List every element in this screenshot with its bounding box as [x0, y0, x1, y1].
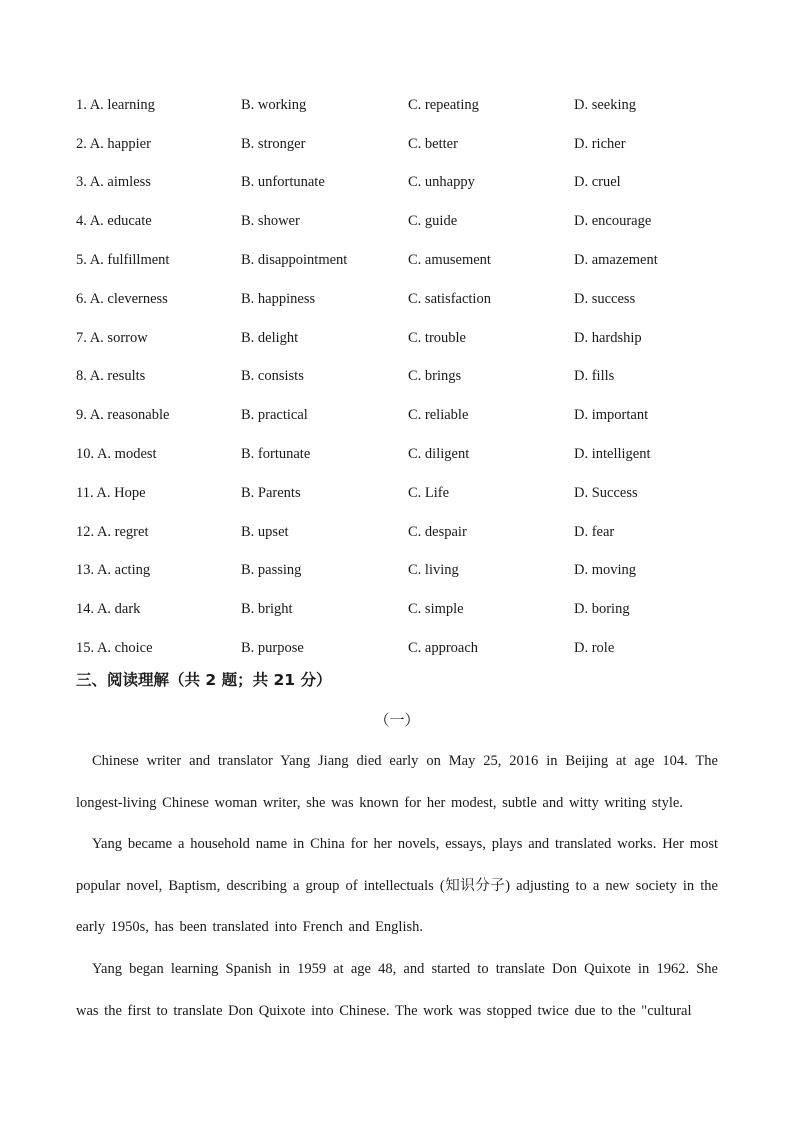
option-d: D. hardship: [574, 329, 642, 346]
option-a: 12. A. regret: [76, 523, 149, 540]
option-row: [76, 241, 736, 280]
option-row: [76, 629, 736, 668]
option-a: 6. A. cleverness: [76, 290, 168, 307]
option-d: D. seeking: [574, 96, 637, 113]
option-c: C. guide: [408, 213, 458, 230]
option-b: B. bright: [241, 601, 293, 618]
option-c: C. brings: [408, 368, 462, 385]
option-d: D. amazement: [574, 252, 658, 269]
passage-paragraph: Yang began learning Spanish in 1959 at age 48, and started to translate Don Quixote in 1962. She was the first to translate Don Quixote into Chinese. The work was stopped twice due to the "cultural: [76, 960, 718, 1019]
option-c: C. simple: [408, 601, 464, 618]
option-row: [76, 86, 736, 125]
option-b: B. disappointment: [241, 252, 348, 269]
option-row: [76, 435, 736, 474]
option-row: [76, 590, 736, 629]
option-row: [76, 552, 736, 591]
passage-paragraph: Yang became a household name in China for her novels, essays, plays and translated works. Her most popular novel, Baptism, describing a group of intellectuals (知识分子) adjusting to a new society in the early 1950s, has been translated into French and English.: [76, 836, 718, 936]
option-d: D. intelligent: [574, 446, 651, 463]
option-c: C. living: [408, 562, 459, 579]
option-a: 7. A. sorrow: [76, 329, 148, 346]
option-b: B. working: [241, 96, 307, 113]
passage-number: （一）: [374, 711, 420, 729]
option-a: 13. A. acting: [76, 562, 151, 579]
option-a: 8. A. results: [76, 368, 146, 385]
option-c: C. satisfaction: [408, 290, 491, 307]
option-d: D. encourage: [574, 213, 652, 230]
passage-paragraph: Chinese writer and translator Yang Jiang died early on May 25, 2016 in Beijing at age 104. The longest-living Chinese woman writer, she was known for her modest, subtle and witty writing style.: [76, 753, 718, 811]
answer-options-table: [76, 86, 736, 668]
option-d: D. success: [574, 290, 636, 307]
option-c: C. despair: [408, 523, 467, 540]
option-c: C. unhappy: [408, 174, 475, 191]
option-c: C. Life: [408, 484, 450, 501]
option-row: [76, 474, 736, 513]
option-row: [76, 358, 736, 397]
option-a: 5. A. fulfillment: [76, 252, 170, 269]
option-d: D. moving: [574, 562, 637, 579]
option-b: B. stronger: [241, 135, 306, 152]
option-row: [76, 202, 736, 241]
section-heading: 三、阅读理解（共 2 题；共 21 分）: [76, 671, 332, 689]
option-a: 10. A. modest: [76, 446, 157, 463]
reading-passage: [76, 741, 718, 1032]
option-b: B. shower: [241, 213, 300, 230]
option-b: B. happiness: [241, 290, 316, 307]
option-c: C. amusement: [408, 252, 491, 269]
option-b: B. practical: [241, 407, 308, 424]
option-a: 4. A. educate: [76, 213, 152, 230]
option-a: 14. A. dark: [76, 601, 141, 618]
option-b: B. purpose: [241, 640, 304, 657]
option-b: B. unfortunate: [241, 174, 325, 191]
option-c: C. reliable: [408, 407, 469, 424]
option-d: D. Success: [574, 484, 638, 501]
option-d: D. role: [574, 640, 615, 657]
option-b: B. Parents: [241, 484, 301, 501]
option-a: 9. A. reasonable: [76, 407, 170, 424]
option-d: D. cruel: [574, 174, 621, 191]
option-b: B. consists: [241, 368, 304, 385]
option-c: C. trouble: [408, 329, 466, 346]
option-c: C. better: [408, 135, 458, 152]
option-a: 11. A. Hope: [76, 484, 146, 501]
option-c: C. repeating: [408, 96, 479, 113]
option-d: D. richer: [574, 135, 626, 152]
option-a: 3. A. aimless: [76, 174, 151, 191]
option-row: [76, 319, 736, 358]
option-row: [76, 396, 736, 435]
option-d: D. important: [574, 407, 649, 424]
option-a: 2. A. happier: [76, 135, 151, 152]
option-d: D. fills: [574, 368, 615, 385]
option-b: B. fortunate: [241, 446, 311, 463]
option-c: C. approach: [408, 640, 479, 657]
option-b: B. passing: [241, 562, 302, 579]
option-c: C. diligent: [408, 446, 470, 463]
option-d: D. boring: [574, 601, 630, 618]
option-b: B. upset: [241, 523, 289, 540]
option-row: [76, 164, 736, 203]
option-row: [76, 280, 736, 319]
option-b: B. delight: [241, 329, 299, 346]
option-a: 15. A. choice: [76, 640, 153, 657]
option-a: 1. A. learning: [76, 96, 155, 113]
option-row: [76, 125, 736, 164]
option-d: D. fear: [574, 523, 615, 540]
option-row: [76, 513, 736, 552]
